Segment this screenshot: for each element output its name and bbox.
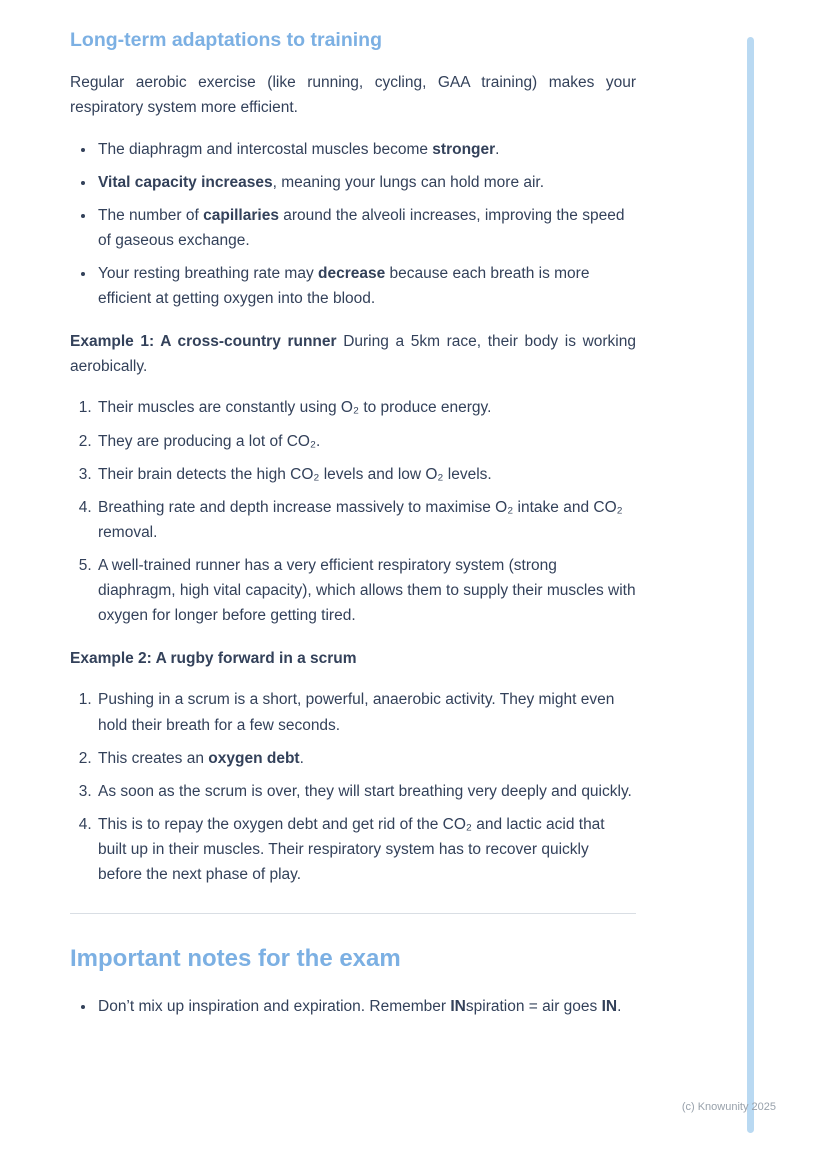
paragraph <box>70 329 636 379</box>
document-content <box>70 28 636 1037</box>
text-run: Don’t mix up inspiration and expiration. Remember <box>98 998 451 1016</box>
text-run: This creates an <box>98 749 209 767</box>
list-item <box>96 462 636 487</box>
list-item <box>96 395 636 420</box>
bold-text: IN <box>601 998 618 1016</box>
bold-text: stronger <box>432 140 496 158</box>
section-heading: Long-term adaptations to training <box>70 29 382 51</box>
list-item <box>96 170 636 195</box>
text-run: Their muscles are constantly using O₂ to produce energy. <box>98 399 492 417</box>
bold-text: capillaries <box>203 206 279 224</box>
text-run: . <box>617 998 622 1016</box>
text-run: . <box>495 140 500 158</box>
list-item <box>96 812 636 887</box>
text-run: A well-trained runner has a very efficient respiratory system (strong diaphragm, high vital capacity), which allows them to supply their muscles with oxygen for longer before getting tired. <box>98 557 636 625</box>
text-run: . <box>299 749 304 767</box>
list-item <box>96 137 636 162</box>
bold-text: Vital capacity increases <box>98 173 273 191</box>
bold-text: oxygen debt <box>208 749 300 767</box>
bold-text: decrease <box>318 265 386 283</box>
paragraph <box>70 70 636 120</box>
text-run: spiration = air goes <box>465 998 602 1016</box>
list-item <box>96 495 636 545</box>
text-run: During a 5km race, their body is working aerobically. <box>70 333 636 376</box>
section-heading: Important notes for the exam <box>70 945 401 973</box>
bold-text: Example 1: A cross-country runner <box>70 333 337 351</box>
text-run: They are producing a lot of CO₂. <box>98 432 321 450</box>
text-run: Regular aerobic exercise (like running, cycling, GAA training) makes your respiratory system more efficient. <box>70 74 636 117</box>
list-item <box>96 553 636 628</box>
list-item <box>96 994 636 1019</box>
numbered-list <box>70 395 636 628</box>
list-item <box>96 203 636 253</box>
list-item <box>96 429 636 454</box>
list-item <box>96 261 636 311</box>
text-run: The number of <box>98 206 204 224</box>
list-item <box>96 687 636 737</box>
text-run: Your resting breathing rate may <box>98 265 318 283</box>
bullet-list <box>70 994 636 1019</box>
text-run: around the alveoli increases, improving the speed of gaseous exchange. <box>98 206 625 249</box>
page-edge-stripe <box>747 37 754 1133</box>
list-item <box>96 779 636 804</box>
text-run: Pushing in a scrum is a short, powerful, anaerobic activity. They might even hold their breath for a few seconds. <box>98 691 615 734</box>
bold-text: IN <box>450 998 466 1016</box>
text-run: , meaning your lungs can hold more air. <box>272 173 545 191</box>
paragraph <box>70 646 636 671</box>
text-run: The diaphragm and intercostal muscles become <box>98 140 433 158</box>
bold-text: Example 2: A rugby forward in a scrum <box>70 650 357 668</box>
text-run: because each breath is more efficient at getting oxygen into the blood. <box>98 265 590 308</box>
numbered-list <box>70 687 636 887</box>
copyright-footer: (c) Knowunity 2025 <box>681 1101 776 1113</box>
text-run: As soon as the scrum is over, they will start breathing very deeply and quickly. <box>98 782 632 800</box>
divider <box>70 913 636 914</box>
bullet-list <box>70 137 636 312</box>
text-run: Their brain detects the high CO₂ levels and low O₂ levels. <box>98 465 492 483</box>
text-run: Breathing rate and depth increase massively to maximise O₂ intake and CO₂ removal. <box>98 498 623 541</box>
text-run: This is to repay the oxygen debt and get rid of the CO₂ and lactic acid that built up in their muscles. Their respiratory system has to recover quickly before the next phase of play. <box>98 815 605 884</box>
list-item <box>96 746 636 771</box>
